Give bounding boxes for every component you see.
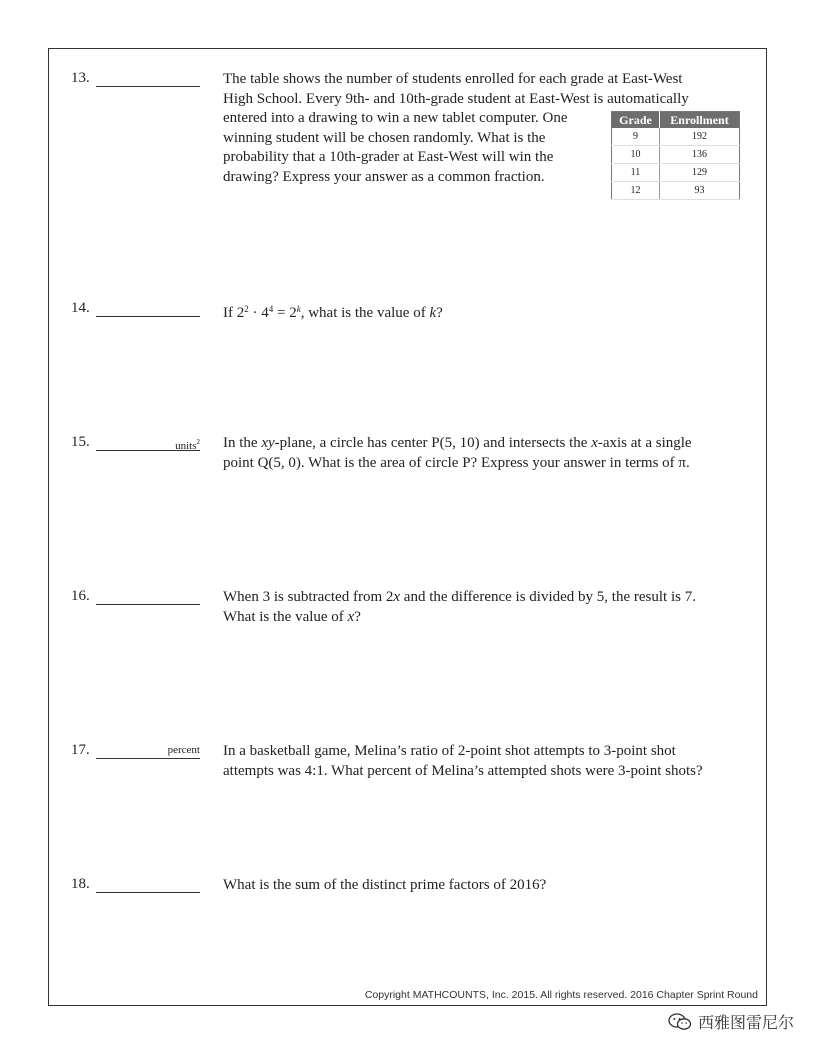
enrollment-cell: 129	[660, 164, 740, 182]
answer-blank[interactable]: units$^2$	[96, 434, 200, 451]
table-header-grade: Grade	[612, 112, 660, 129]
enrollment-cell: 93	[660, 182, 740, 200]
problem-number: 17.	[71, 742, 90, 758]
table-row	[612, 146, 740, 164]
table-header-row	[612, 112, 740, 129]
answer-blank[interactable]	[96, 70, 200, 87]
table-header-enrollment: Enrollment	[660, 112, 740, 129]
enrollment-cell: 136	[660, 146, 740, 164]
problem-text: In a basketball game, Melina’s ratio of 2-point shot attempts to 3-point shot attempts was 4:1. What percent of Melina’s attempted shots were 3-point shots?	[223, 743, 703, 779]
watermark	[668, 1010, 794, 1033]
problem-number: 15.	[71, 434, 90, 450]
answer-blank[interactable]	[96, 876, 200, 893]
grade-cell: 11	[612, 164, 660, 182]
problem-text: What is the sum of the distinct prime factors of 2016?	[223, 877, 547, 893]
enrollment-cell: 192	[660, 128, 740, 146]
grade-cell: 10	[612, 146, 660, 164]
answer-blank[interactable]	[96, 588, 200, 605]
problem-number: 14.	[71, 300, 90, 316]
table-row	[612, 182, 740, 200]
problem-number: 18.	[71, 876, 90, 892]
answer-blank[interactable]	[96, 300, 200, 317]
grade-cell: 9	[612, 128, 660, 146]
problem-text: In the xy-plane, a circle has center P(5, 10) and intersects the x-axis at a single point Q(5, 0). What is the area of circle P? Express your answer in terms of π.	[223, 435, 692, 471]
table-row	[612, 164, 740, 182]
problem-text: The table shows the number of students enrolled for each grade at East-West High School. Every 9th- and 10th-grade student at East-West is automatically entered into a drawing to win a new tablet computer. One winning student will be chosen randomly. What is the probability that a 10th-grader at East-West will win the drawing? Express your answer as a common fraction.	[223, 71, 689, 185]
wechat-icon	[668, 1013, 692, 1031]
problem-number: 16.	[71, 588, 90, 604]
copyright-footer: Copyright MATHCOUNTS, Inc. 2015. All rights reserved. 2016 Chapter Sprint Round	[364, 989, 758, 1001]
answer-blank[interactable]	[96, 742, 200, 759]
grade-cell: 12	[612, 182, 660, 200]
problem-text: When 3 is subtracted from 2x and the difference is divided by 5, the result is 7. What is the value of x?	[223, 589, 696, 625]
table-row	[612, 128, 740, 146]
problem-text: If $2^2 \cdot 4^4 = 2^k$, what is the value of k?	[223, 304, 443, 321]
watermark-text: 西雅图雷尼尔	[697, 1013, 794, 1032]
enrollment-table	[611, 111, 740, 200]
unit-label: units	[175, 440, 197, 452]
problem-number: 13.	[71, 70, 90, 86]
unit-label: percent	[167, 744, 200, 756]
